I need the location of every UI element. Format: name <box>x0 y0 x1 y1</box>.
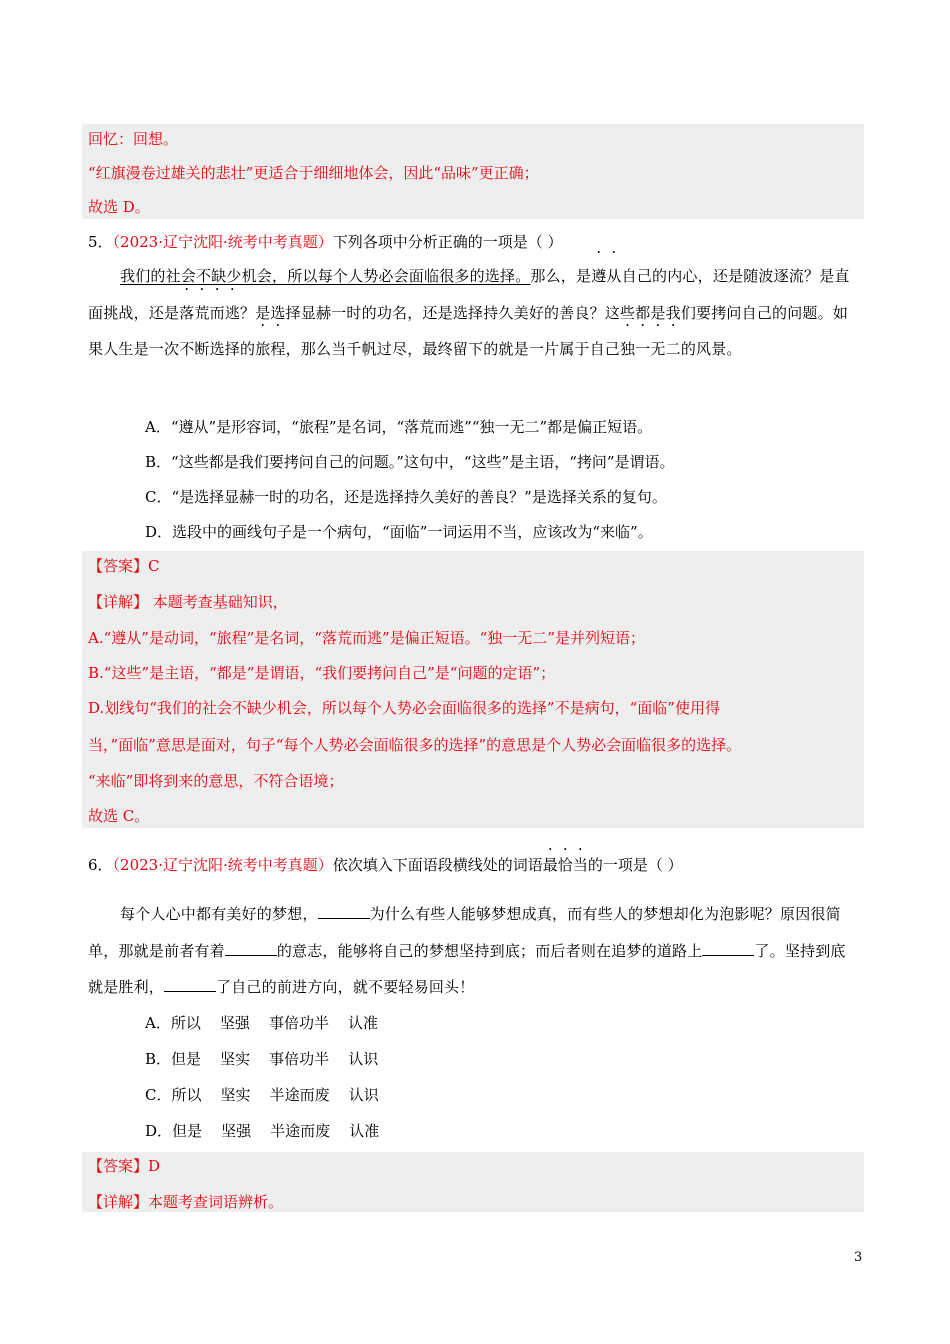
detail-line: 【详解】本题考查词语辨析。 <box>88 1193 284 1211</box>
option-d[interactable]: D．但是 坚强 半途而废 认准 <box>145 1122 380 1140</box>
option-a[interactable]: A．“遵从”是形容词，“旅程”是名词，“落荒而逃”“独一无二”都是偏正短语。 <box>145 418 653 436</box>
question-source: （2023·辽宁沈阳·统考中考真题） <box>112 856 333 874</box>
detail-intro: 本题考查基础知识， <box>148 593 288 611</box>
question-number: 5． <box>88 233 113 251</box>
dotted-char: 从 <box>606 267 622 285</box>
dotted-char: 二 <box>665 340 681 358</box>
fill-blank[interactable] <box>225 941 277 956</box>
passage-text: ？是选择显赫一时的功名，还是选择持久美好的善良？这些都是我们要拷问自己的问题。如果人生是一次不断选择的 <box>88 303 849 358</box>
dotted-char: 恰 <box>557 856 573 874</box>
question-stem: 的一项是（ ） <box>587 856 683 874</box>
fill-blank[interactable] <box>702 941 754 956</box>
passage-text: 的意志，能够将自己的梦想坚持到底；而后者则在追梦的道路上 <box>276 941 703 960</box>
underlined-sentence: 我们的社会不缺少机会，所以每个人势必会面临很多的选择。 <box>120 267 531 285</box>
page-number: 3 <box>854 1250 863 1265</box>
dotted-char: 一 <box>635 340 651 358</box>
option-a[interactable]: A．所以 坚强 事倍功半 认准 <box>145 1014 379 1032</box>
passage-text: ，那么当千帆过尽，最终留下的就是一片属于自己 <box>285 340 621 358</box>
question-6-heading <box>88 855 683 875</box>
detail-label: 【详解】 <box>88 593 149 611</box>
explain-line: “来临”即将到来的意思，不符合语境； <box>88 772 344 790</box>
question-6-passage <box>88 896 858 1006</box>
dotted-char: 独 <box>620 340 636 358</box>
dotted-char: 遵 <box>591 267 607 285</box>
answer-label: 【答案】D <box>88 1157 161 1175</box>
option-b[interactable]: B．“这些都是我们要拷问自己的问题。”这句中，“这些”是主语，“拷问”是谓语。 <box>145 453 675 471</box>
question-5-heading <box>88 232 563 252</box>
question-5-passage <box>88 258 858 368</box>
passage-text: 了自己的前进方向，就不要轻易回头！ <box>216 978 475 996</box>
fill-blank[interactable] <box>164 977 216 992</box>
dotted-char: 当 <box>572 856 588 874</box>
dotted-char: 最 <box>542 856 558 874</box>
answer-label: 【答案】C <box>88 557 160 575</box>
explain-line: 故选 C。 <box>88 807 150 825</box>
passage-text: 的风景。 <box>680 340 742 358</box>
dotted-char: 旅 <box>255 340 271 358</box>
explain-line: 回忆：回想。 <box>88 130 179 148</box>
question-source: （2023·辽宁沈阳·统考中考真题） <box>112 233 333 251</box>
dotted-char: 逃 <box>224 303 241 322</box>
option-d[interactable]: D．选段中的画线句子是一个病句，“面临”一词运用不当，应该改为“来临”。 <box>145 523 653 541</box>
question-stem: 下列各项中分析正确的一项是（ ） <box>332 233 563 251</box>
option-b[interactable]: B．但是 坚实 事倍功半 认识 <box>145 1050 379 1068</box>
explain-line: D.划线句“我们的社会不缺少机会，所以每个人势必会面临很多的选择”不是病句，“面临”使用得 <box>88 699 720 717</box>
option-c[interactable]: C．所以 坚实 半途而废 认识 <box>145 1086 379 1104</box>
passage-text: 每个人心中都有美好的梦想， <box>120 905 318 923</box>
explain-line: “红旗漫卷过雄关的悲壮”更适合于细细地体会，因此“品味”更正确； <box>88 164 539 182</box>
detail-line <box>88 592 288 612</box>
explain-line: 故选 D。 <box>88 198 150 216</box>
passage-text: 自己的内心，还是随波逐流？是直面挑战，还是 <box>88 267 850 322</box>
passage-text: 为什么有些人能够梦想成真，而有些人的梦想却化为泡影呢？原因很简单，那就是前者有着 <box>88 905 841 960</box>
dotted-char: 落 <box>179 303 195 322</box>
fill-blank[interactable] <box>318 904 370 919</box>
passage-text: 那么，是 <box>530 267 592 285</box>
explain-line: B.“这些”是主语，“都是”是谓语，“我们要拷问自己”是“问题的定语”； <box>88 664 556 682</box>
explain-line: A.“遵从”是动词，“旅程”是名词，“落荒而逃”是偏正短语。“独一无二”是并列短语； <box>88 629 645 647</box>
dotted-char: 无 <box>650 340 666 358</box>
option-c[interactable]: C．“是选择显赫一时的功名，还是选择持久美好的善良？”是选择关系的复句。 <box>145 488 667 506</box>
explain-line: 当，”面临”意思是面对，句子“每个人势必会面临很多的选择”的意思是个人势必会面临很多的选择。 <box>88 736 742 754</box>
question-number: 6． <box>88 856 113 874</box>
question-stem: 依次填入下面语段横线处的词语 <box>332 856 543 874</box>
dotted-char: 荒 <box>194 303 210 322</box>
dotted-char: 程 <box>270 340 286 358</box>
passage-text: 了。坚持到底就是胜利， <box>88 941 846 996</box>
dotted-char: 而 <box>209 303 225 322</box>
